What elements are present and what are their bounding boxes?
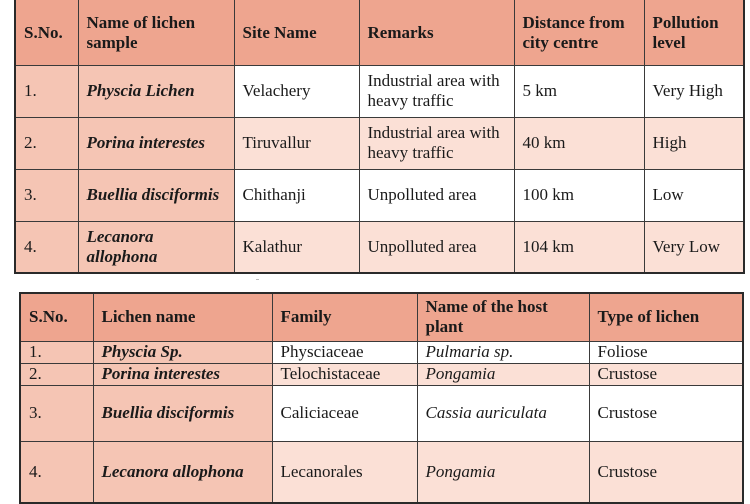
cell-family: Physciaceae xyxy=(272,341,417,363)
cell-distance: 100 km xyxy=(514,169,644,221)
header-site-name: Site Name xyxy=(234,0,359,65)
cell-sno: 3. xyxy=(15,169,78,221)
cell-lichen-name: Buellia disciformis xyxy=(78,169,234,221)
cell-sno: 1. xyxy=(15,65,78,117)
cell-site: Chithanji xyxy=(234,169,359,221)
cell-lichen-name: Porina interestes xyxy=(93,363,272,385)
cell-lichen-type: Crustose xyxy=(589,385,743,441)
cell-lichen-name: Physcia Lichen xyxy=(78,65,234,117)
header-remarks: Remarks xyxy=(359,0,514,65)
cell-site: Kalathur xyxy=(234,221,359,273)
cell-lichen-name: Physcia Sp. xyxy=(93,341,272,363)
header-pollution-level: Pollution level xyxy=(644,0,744,65)
table-row xyxy=(15,65,744,117)
cell-family: Caliciaceae xyxy=(272,385,417,441)
table-row xyxy=(20,441,743,503)
header-lichen-sample: Name of lichen sample xyxy=(78,0,234,65)
cell-distance: 104 km xyxy=(514,221,644,273)
table-row xyxy=(15,221,744,273)
cell-sno: 4. xyxy=(20,441,93,503)
separator-mark xyxy=(256,279,259,280)
cell-lichen-type: Crustose xyxy=(589,363,743,385)
header-host-plant: Name of the host plant xyxy=(417,293,589,341)
cell-pollution: Very High xyxy=(644,65,744,117)
cell-site: Tiruvallur xyxy=(234,117,359,169)
header-lichen-type: Type of lichen xyxy=(589,293,743,341)
table-header-row xyxy=(20,293,743,341)
cell-sno: 3. xyxy=(20,385,93,441)
cell-distance: 40 km xyxy=(514,117,644,169)
cell-host-plant: Pongamia xyxy=(417,441,589,503)
table-row xyxy=(20,385,743,441)
cell-host-plant: Pulmaria sp. xyxy=(417,341,589,363)
cell-lichen-type: Crustose xyxy=(589,441,743,503)
header-distance: Distance from city centre xyxy=(514,0,644,65)
table-row xyxy=(15,169,744,221)
cell-lichen-name: Lecanora allophona xyxy=(78,221,234,273)
cell-distance: 5 km xyxy=(514,65,644,117)
cell-sno: 4. xyxy=(15,221,78,273)
cell-sno: 2. xyxy=(20,363,93,385)
cell-remarks: Unpolluted area xyxy=(359,221,514,273)
cell-family: Lecanorales xyxy=(272,441,417,503)
cell-pollution: Low xyxy=(644,169,744,221)
cell-host-plant: Pongamia xyxy=(417,363,589,385)
table-row xyxy=(20,341,743,363)
table-header-row xyxy=(15,0,744,65)
header-sno: S.No. xyxy=(20,293,93,341)
cell-lichen-name: Buellia disciformis xyxy=(93,385,272,441)
table-row xyxy=(15,117,744,169)
cell-pollution: High xyxy=(644,117,744,169)
header-sno: S.No. xyxy=(15,0,78,65)
cell-sno: 2. xyxy=(15,117,78,169)
lichen-classification-table xyxy=(19,292,744,504)
cell-lichen-name: Porina interestes xyxy=(78,117,234,169)
cell-remarks: Unpolluted area xyxy=(359,169,514,221)
cell-remarks: Industrial area with heavy traffic xyxy=(359,65,514,117)
cell-lichen-name: Lecanora allophona xyxy=(93,441,272,503)
cell-host-plant: Cassia auriculata xyxy=(417,385,589,441)
cell-pollution: Very Low xyxy=(644,221,744,273)
header-lichen-name: Lichen name xyxy=(93,293,272,341)
table-row xyxy=(20,363,743,385)
lichen-sample-sites-table xyxy=(14,0,745,274)
cell-sno: 1. xyxy=(20,341,93,363)
cell-lichen-type: Foliose xyxy=(589,341,743,363)
cell-remarks: Industrial area with heavy traffic xyxy=(359,117,514,169)
cell-family: Telochistaceae xyxy=(272,363,417,385)
cell-site: Velachery xyxy=(234,65,359,117)
header-family: Family xyxy=(272,293,417,341)
